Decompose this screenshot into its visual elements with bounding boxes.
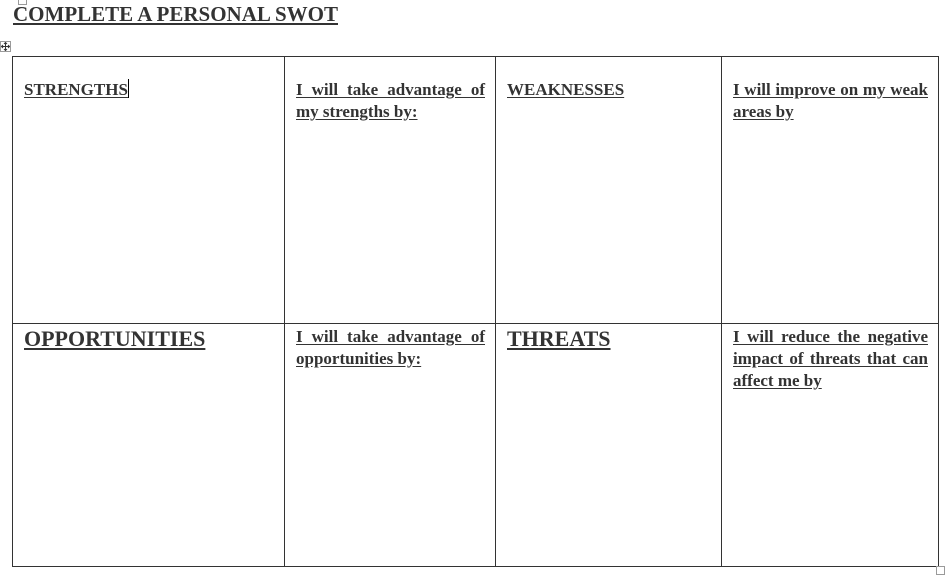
opportunities-cell[interactable] (13, 324, 285, 567)
threats-cell[interactable] (496, 324, 722, 567)
weaknesses-cell[interactable] (496, 57, 722, 324)
strengths-action-text: I will take advantage of my strengths by: (296, 80, 485, 121)
swot-table (12, 56, 939, 567)
swot-row-top (13, 57, 939, 324)
threats-action-text: I will reduce the negative impact of threats that can affect me by (733, 327, 928, 390)
table-move-handle-icon[interactable] (0, 41, 11, 52)
table-resize-handle-icon[interactable] (936, 566, 945, 575)
strengths-action-cell[interactable] (285, 57, 496, 324)
opportunities-action-cell[interactable] (285, 324, 496, 567)
weaknesses-action-text: I will improve on my weak areas by (733, 80, 928, 121)
strengths-cell[interactable] (13, 57, 285, 324)
opportunities-action-text: I will take advantage of opportunities by: (296, 327, 485, 368)
weaknesses-action-cell[interactable] (722, 57, 939, 324)
threats-heading: THREATS (507, 326, 611, 351)
opportunities-heading: OPPORTUNITIES (24, 326, 206, 351)
document-title[interactable]: COMPLETE A PERSONAL SWOT (13, 2, 338, 26)
threats-action-cell[interactable] (722, 324, 939, 567)
strengths-heading: STRENGTHS (24, 80, 128, 99)
text-caret (128, 79, 129, 98)
swot-row-bottom (13, 324, 939, 567)
four-way-arrow-icon (1, 42, 10, 51)
weaknesses-heading: WEAKNESSES (507, 80, 625, 99)
